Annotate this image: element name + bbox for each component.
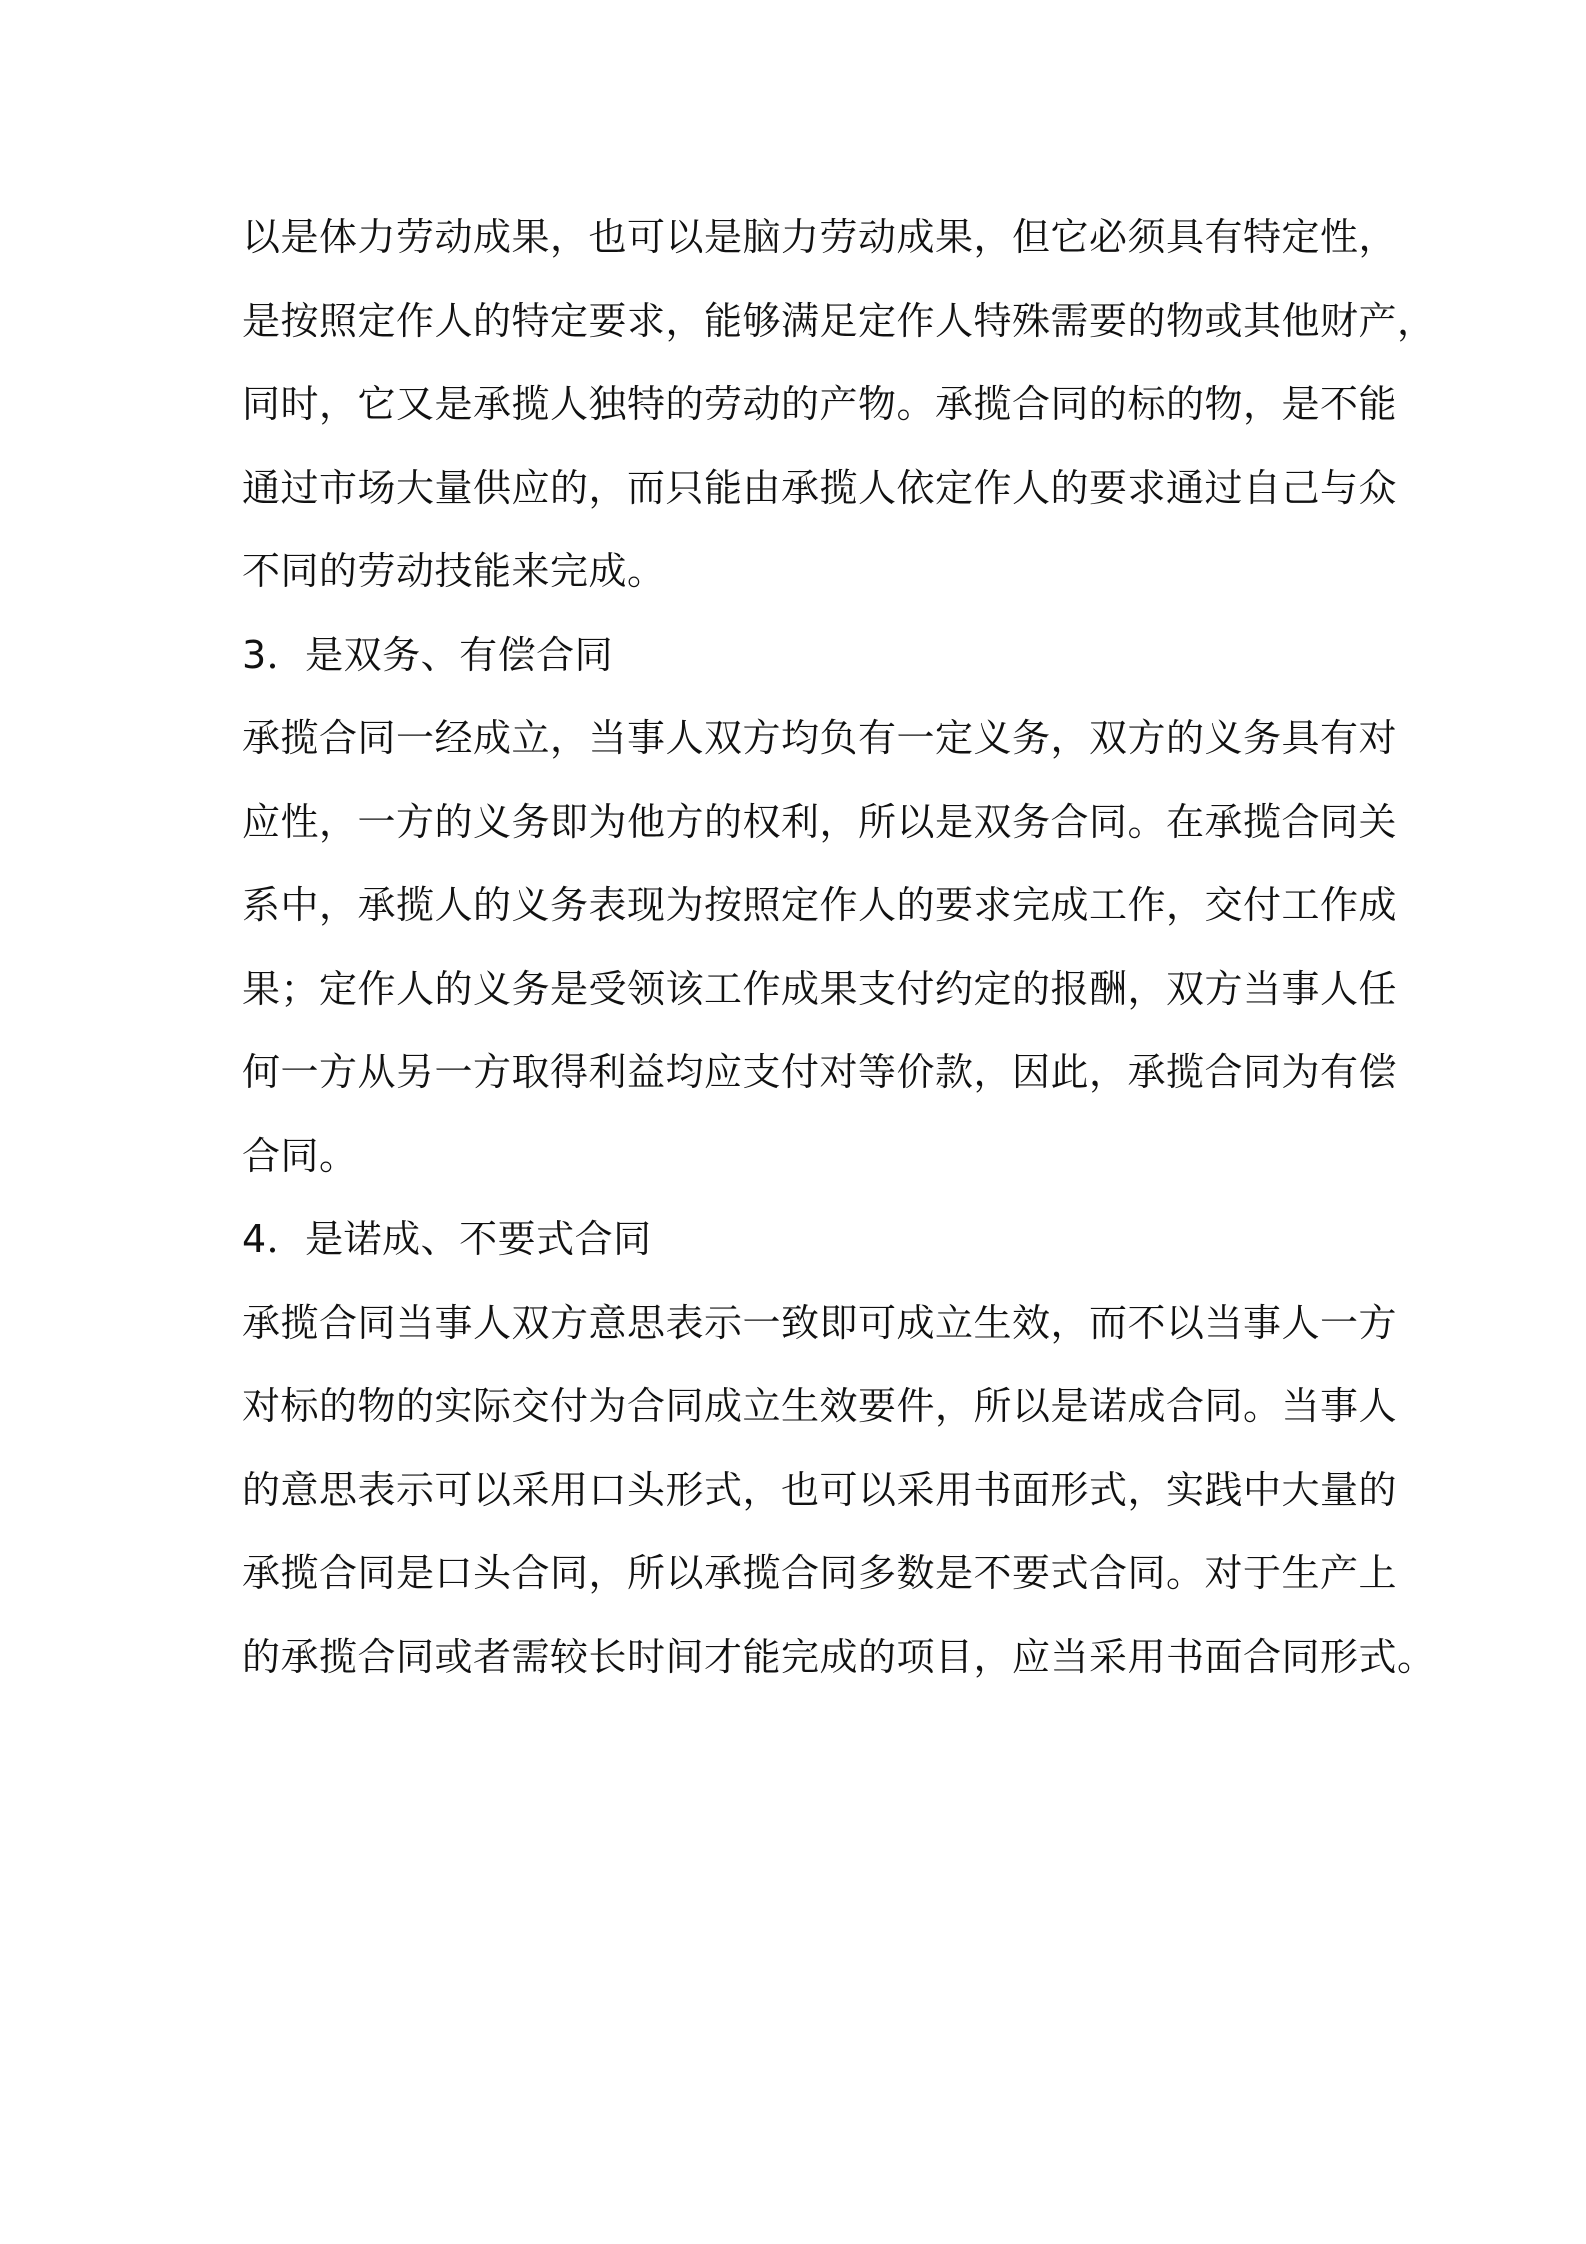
section-heading-3: 3．是双务、有偿合同 [242,632,614,677]
text-line: 不同的劳动技能来完成。 [242,549,666,593]
text-line: 是按照定作人的特定要求，能够满足定作人特殊需要的物或其他财产， [242,298,1436,343]
text-line: 应性，一方的义务即为他方的权利，所以是双务合同。在承揽合同关 [242,799,1398,844]
text-line: 的意思表示可以采用口头形式，也可以采用书面形式，实践中大量的 [242,1467,1398,1512]
paragraph-bilateral-contract [242,697,1398,1198]
paragraph-consensual-contract [242,1282,1436,1700]
text-line: 对标的物的实际交付为合同成立生效要件，所以是诺成合同。当事人 [242,1384,1398,1428]
text-line: 承揽合同一经成立，当事人双方均负有一定义务，双方的义务具有对 [242,716,1398,760]
text-line: 的承揽合同或者需较长时间才能完成的项目，应当采用书面合同形式。 [242,1634,1436,1679]
text-line: 同时，它又是承揽人独特的劳动的产物。承揽合同的标的物，是不能 [242,382,1398,426]
text-line: 系中，承揽人的义务表现为按照定作人的要求完成工作，交付工作成 [242,883,1398,927]
paragraph-work-result [242,196,1436,614]
text-line: 承揽合同是口头合同，所以承揽合同多数是不要式合同。对于生产上 [242,1551,1398,1595]
text-line: 以是体力劳动成果，也可以是脑力劳动成果，但它必须具有特定性， [242,215,1398,259]
text-line: 通过市场大量供应的，而只能由承揽人依定作人的要求通过自己与众 [242,465,1398,510]
text-line: 何一方从另一方取得利益均应支付对等价款，因此，承揽合同为有偿 [242,1050,1398,1094]
section-heading-4: 4．是诺成、不要式合同 [242,1217,652,1261]
text-line: 果；定作人的义务是受领该工作成果支付约定的报酬，双方当事人任 [242,966,1398,1011]
text-line: 承揽合同当事人双方意思表示一致即可成立生效，而不以当事人一方 [242,1300,1398,1345]
text-line: 合同。 [242,1133,358,1178]
document-body [242,196,1436,1699]
